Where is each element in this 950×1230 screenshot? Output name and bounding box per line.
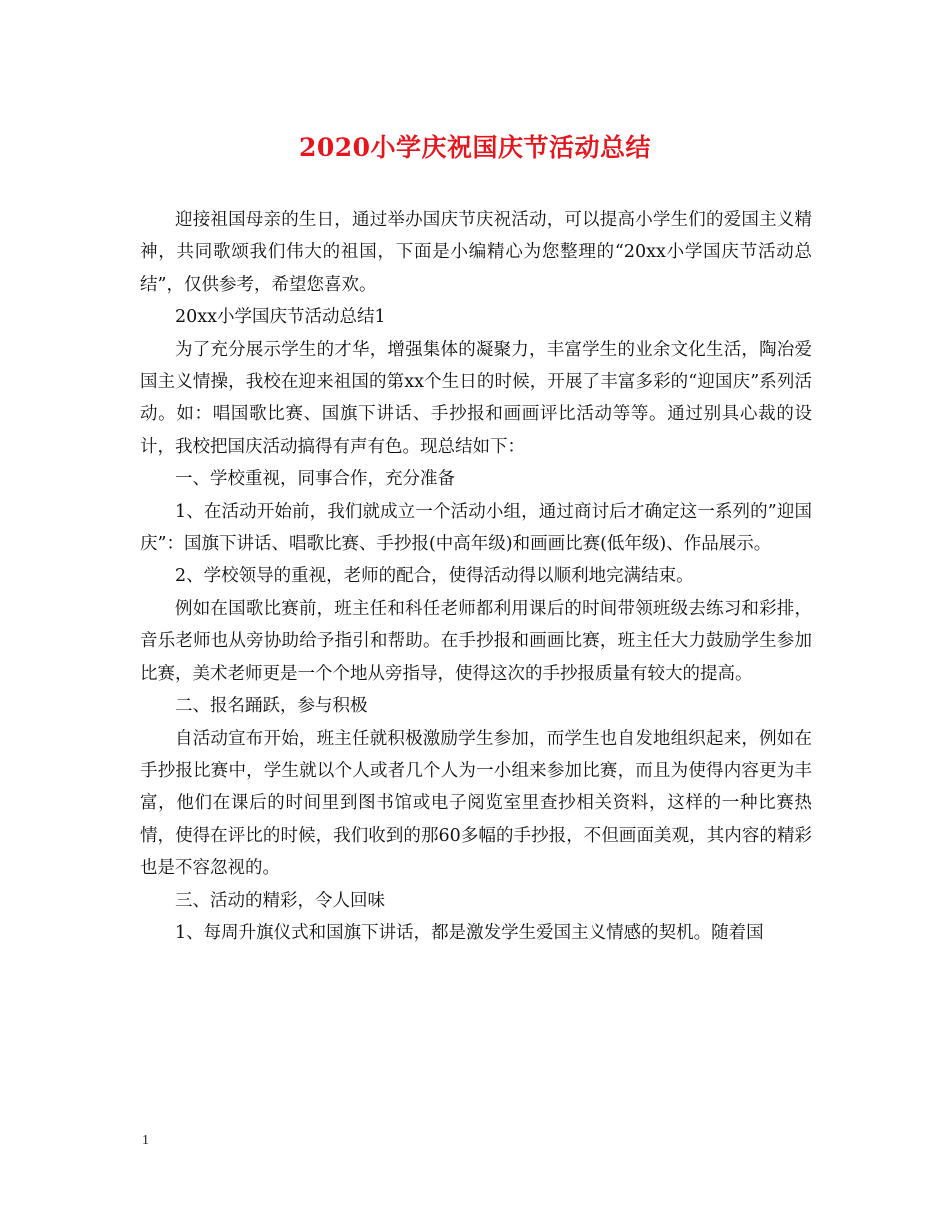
document-body [140,204,812,949]
paragraph-participation: 自活动宣布开始，班主任就积极激励学生参加，而学生也自发地组织起来，例如在手抄报比赛中，学生就以个人或者几个人为一小组来参加比赛，而且为使得内容更为丰富，他们在课后的时间里到图书馆或电子阅览室里查抄相关资料，这样的一种比赛热情，使得在评比的时候，我们收到的那60多幅的手抄报，不但画面美观，其内容的精彩也是不容忽视的。 [140,728,812,879]
section-heading-1: 一、学校重视，同事合作，充分准备 [175,469,455,490]
paragraph-flag-ceremony: 1、每周升旗仪式和国旗下讲话，都是激发学生爱国主义情感的契机。随着国 [175,922,764,943]
paragraph-overview: 为了充分展示学生的才华，增强集体的凝聚力，丰富学生的业余文化生活，陶冶爱国主义情操，我校在迎来祖国的第xx个生日的时候，开展了丰富多彩的“迎国庆”系列活动。如：唱国歌比赛、国旗下讲话、手抄报和画画评比活动等等。通过别具心裁的设计，我校把国庆活动搞得有声有色。现总结如下： [140,339,812,457]
section-heading-3: 三、活动的精彩，令人回味 [175,890,385,911]
paragraph-item-2: 2、学校领导的重视，老师的配合，使得活动得以顺利地完满结束。 [175,566,694,587]
paragraph-item-1: 1、在活动开始前，我们就成立一个活动小组，通过商讨后才确定这一系列的”迎国庆”：国旗下讲话、唱歌比赛、手抄报(中高年级)和画画比赛(低年级)、作品展示。 [140,501,812,555]
paragraph-intro: 迎接祖国母亲的生日，通过举办国庆节庆祝活动，可以提高小学生们的爱国主义精神，共同歌颂我们伟大的祖国，下面是小编精心为您整理的“20xx小学国庆节活动总结”，仅供参考，希望您喜欢。 [140,210,812,295]
page-number: 1 [142,1133,149,1148]
section-heading-summary-1: 20xx小学国庆节活动总结1 [175,307,386,328]
section-heading-2: 二、报名踊跃，参与积极 [175,696,368,717]
document-title: 2020小学庆祝国庆节活动总结 [298,133,652,162]
paragraph-example: 例如在国歌比赛前，班主任和科任老师都利用课后的时间带领班级去练习和彩排，音乐老师也从旁协助给予指引和帮助。在手抄报和画画比赛，班主任大力鼓励学生参加比赛，美术老师更是一个个地从旁指导，使得这次的手抄报质量有较大的提高。 [140,598,812,684]
